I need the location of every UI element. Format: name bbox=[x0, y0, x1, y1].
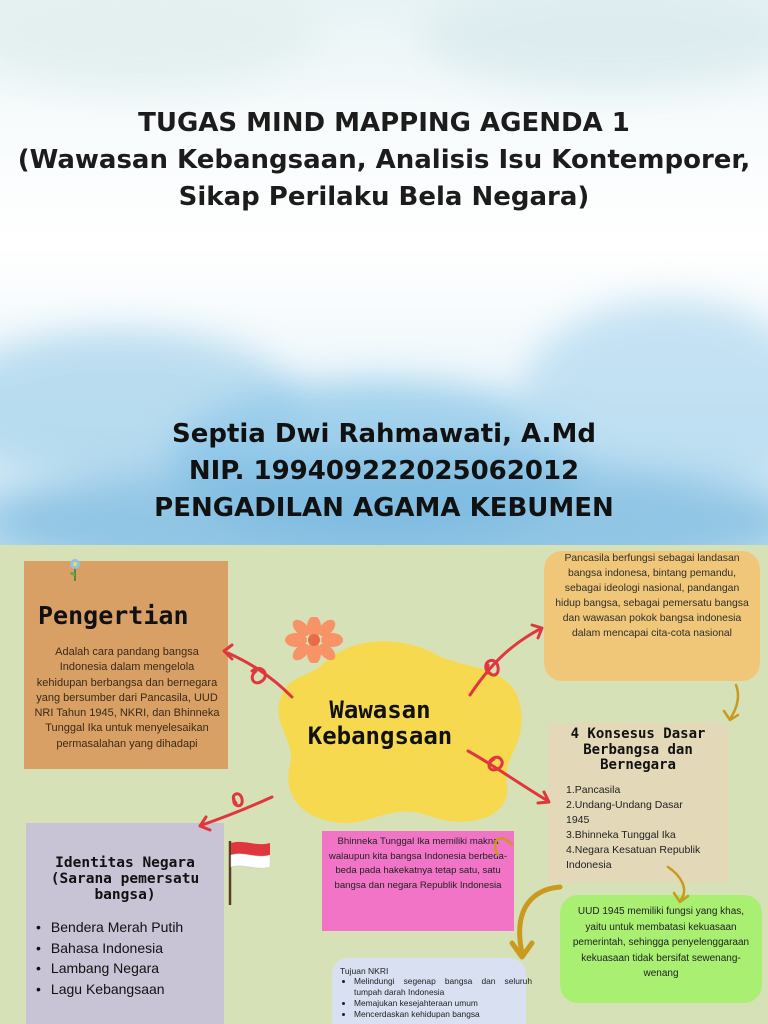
konsensus-item: 1.Pancasila bbox=[566, 784, 621, 796]
author-info bbox=[0, 416, 768, 527]
tujuan-title: Tujuan NKRI bbox=[340, 966, 389, 976]
arrow-to-identitas bbox=[202, 797, 272, 825]
cover-title bbox=[0, 104, 768, 216]
konsensus-title-line-3: Bernegara bbox=[600, 757, 676, 773]
arrow-gold-pancasila bbox=[730, 685, 738, 719]
watercolor-blob bbox=[420, 0, 768, 90]
watercolor-blob bbox=[0, 0, 320, 90]
pancasila-text: Pancasila berfungsi sebagai landasan bangsa indonesa, bintang pemandu, sebagai ideologi nasional, pandangan hidup bangsa, sebagai pemersatu bangsa dan wawasan pokok bangsa indonesia dalam mencapai cita-cota nasional bbox=[555, 553, 749, 640]
mind-map bbox=[0, 545, 768, 1024]
tujuan-item: • Mencerdaskan kehidupan bangsa bbox=[354, 1009, 532, 1020]
pengertian-text: Adalah cara pandang bangsa Indonesia dalam mengelola kehidupan berbangsa dan bernegara yang bersumber dari Pancasila, UUD NRI Tahun 1945, NKRI, dan Bhinneka Tunggal Ika untuk menyelesaikan permasalahan yang dihadapi bbox=[34, 646, 220, 750]
identitas-title-line-3: bangsa) bbox=[94, 887, 156, 903]
identitas-item: • Lambang Negara bbox=[36, 958, 183, 979]
arrow-gold-tujuan bbox=[520, 887, 560, 953]
connector-arrows bbox=[0, 545, 768, 1024]
identitas-title-line-1: Identitas Negara bbox=[55, 855, 195, 871]
arrow-to-pengertian bbox=[228, 653, 292, 697]
identitas-item: • Bahasa Indonesia bbox=[36, 938, 183, 959]
title-line-3: Sikap Perilaku Bela Negara) bbox=[178, 182, 590, 212]
author-nip: NIP. 199409222025062012 bbox=[188, 456, 580, 486]
identitas-title-line-2: (Sarana pemersatu bbox=[50, 871, 200, 887]
arrow-to-konsensus bbox=[468, 751, 548, 801]
konsensus-title-line-1: 4 Konsesus Dasar bbox=[570, 726, 706, 742]
title-line-1: TUGAS MIND MAPPING AGENDA 1 bbox=[138, 108, 630, 138]
title-line-2: (Wawasan Kebangsaan, Analisis Isu Kontemporer, bbox=[17, 145, 751, 175]
identitas-item: • Lagu Kebangsaan bbox=[36, 979, 183, 1000]
identitas-item: • Bendera Merah Putih bbox=[36, 917, 183, 938]
tujuan-item: • Melindungi segenap bangsa dan seluruh tumpah darah Indonesia bbox=[354, 976, 532, 998]
konsensus-item: 4.Negara Kesatuan Republik Indonesia bbox=[566, 844, 701, 871]
center-topic-line-1: Wawasan bbox=[329, 696, 431, 724]
bhinneka-text: Bhinneka Tunggal Ika memiliki makna walaupun kita bangsa Indonesia berbeda-beda pada hakekatnya tetap satu, satu bangsa dan negara Republik Indonesia bbox=[328, 836, 508, 891]
author-name: Septia Dwi Rahmawati, A.Md bbox=[172, 419, 596, 449]
center-topic-line-2: Kebangsaan bbox=[307, 722, 453, 750]
tujuan-item: • Memajukan kesejahteraan umum bbox=[354, 998, 532, 1009]
author-office: PENGADILAN AGAMA KEBUMEN bbox=[154, 493, 614, 523]
konsensus-item: 2.Undang-Undang Dasar 1945 bbox=[566, 799, 683, 826]
pengertian-title: Pengertian bbox=[38, 601, 189, 630]
uud-text: UUD 1945 memiliki fungsi yang khas, yaitu untuk membatasi kekuasaan pemerintah, sehingga penyelenggaraan kekuasaan tidak bersifat sewenang-wenang bbox=[572, 906, 750, 980]
konsensus-item: 3.Bhinneka Tunggal Ika bbox=[566, 829, 676, 841]
arrow-gold-bhinneka bbox=[495, 838, 512, 855]
arrow-loop bbox=[233, 794, 242, 806]
konsensus-title-line-2: Berbangsa dan bbox=[583, 741, 693, 758]
arrow-to-pancasila bbox=[470, 629, 540, 695]
